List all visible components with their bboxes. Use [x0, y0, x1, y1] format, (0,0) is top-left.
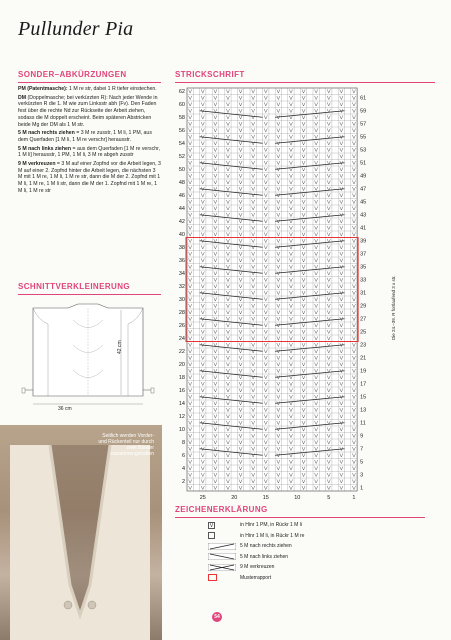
row-label-left: 36 — [178, 258, 185, 265]
row-label-right: 41 — [360, 225, 367, 232]
row-label-left: 58 — [178, 115, 185, 122]
row-label-left: 32 — [178, 284, 185, 291]
row-label-left: 30 — [178, 297, 185, 304]
row-label-left: 20 — [178, 362, 185, 369]
row-label-right: 51 — [360, 160, 367, 167]
row-label-left: 46 — [178, 193, 185, 200]
v-stitch-icon: V — [209, 522, 214, 529]
col-label: 25 — [199, 495, 206, 500]
abbreviation-entry — [18, 86, 161, 93]
row-label-right: 11 — [360, 420, 366, 427]
legend-item — [208, 531, 408, 542]
abbreviation-definition: 1 M re str, dabei 1 R tiefer einstechen. — [67, 86, 157, 92]
row-label-left: 56 — [178, 128, 185, 135]
row-label-right: 21 — [360, 355, 367, 362]
row-label-left: 34 — [178, 271, 185, 278]
row-label-right: 3 — [360, 472, 364, 479]
row-label-left: 52 — [178, 154, 185, 161]
row-label-right: 61 — [360, 95, 367, 102]
abbreviation-term: 5 M nach links ziehen — [18, 145, 72, 152]
col-label: 1 — [352, 495, 356, 500]
row-label-right: 47 — [360, 186, 367, 193]
row-label-left: 4 — [181, 466, 185, 473]
row-label-right: 43 — [360, 212, 367, 219]
col-label: 5 — [327, 495, 331, 500]
row-label-left: 62 — [178, 89, 185, 96]
legend-item — [208, 562, 408, 573]
row-label-left: 16 — [178, 388, 185, 395]
legend-section — [175, 505, 425, 518]
col-label: 15 — [262, 495, 269, 500]
row-label-right: 57 — [360, 121, 367, 128]
abbreviation-entry — [18, 146, 161, 159]
row-label-right: 23 — [360, 342, 367, 349]
abbreviation-definition: (Doppelmasche; bei verkürzten R): Nach jeder Wende in verkürzten R die 1. M wie zum Linksstr abh (Fv). Den Faden fest über die rechte Nd zur Rückseite der Arbeit ziehen, sodass die M doppelt erscheint. Beim späteren Abstricken beide Mg der DM als 1 M str. — [18, 94, 158, 128]
row-label-left: 50 — [178, 167, 185, 174]
abbreviation-entry — [18, 130, 161, 143]
row-label-right: 45 — [360, 199, 367, 206]
row-label-left: 14 — [178, 401, 185, 408]
legend-label: Musterrapport — [240, 574, 272, 581]
abbreviations-body — [18, 86, 161, 195]
abbreviation-entry — [18, 95, 161, 129]
schnitt-header: SCHNITTVERKLEINERUNG — [18, 282, 131, 291]
row-label-right: 31 — [360, 290, 367, 297]
abbreviation-term: 5 M nach rechts ziehen — [18, 130, 75, 137]
abbreviation-term: DM — [18, 94, 27, 101]
row-label-left: 18 — [178, 375, 185, 382]
abbreviation-term: 9 M verkreuzen — [18, 161, 56, 168]
legend-label: 5 M nach rechts ziehen — [240, 543, 292, 550]
row-label-left: 6 — [181, 453, 185, 460]
col-label: 20 — [231, 495, 238, 500]
page-title: Pullunder Pia — [18, 18, 134, 40]
row-label-right: 55 — [360, 134, 367, 141]
row-label-left: 60 — [178, 102, 185, 109]
model-photo — [0, 425, 162, 640]
row-label-left: 10 — [178, 427, 185, 434]
row-label-right: 7 — [360, 446, 364, 453]
height-label: 42 cm — [117, 340, 123, 354]
knitting-chart — [175, 80, 415, 500]
row-label-right: 25 — [360, 329, 367, 336]
row-label-left: 28 — [178, 310, 185, 317]
page-number: 54 — [212, 612, 222, 622]
row-label-right: 39 — [360, 238, 367, 245]
chart-sidenote: Die 24.–39. R fortlaufend 3 x str. — [391, 275, 396, 340]
row-label-right: 1 — [360, 485, 364, 492]
cross-cable-icon — [208, 564, 236, 571]
row-label-right: 29 — [360, 303, 367, 310]
row-label-left: 42 — [178, 219, 185, 226]
row-label-left: 22 — [178, 349, 185, 356]
abbreviations-section — [18, 70, 161, 197]
vest-illustration — [10, 445, 150, 640]
photo-note: Seitlich werden Vorder- und Rückenteil nur durch zwei Bänder zusammengehalten — [98, 433, 154, 457]
legend-list — [208, 520, 408, 583]
legend-item — [208, 573, 408, 584]
row-label-right: 9 — [360, 433, 364, 440]
blank-stitch-icon — [208, 532, 215, 539]
row-label-right: 35 — [360, 264, 367, 271]
legend-header: ZEICHENERKLÄRUNG — [175, 505, 268, 514]
row-label-left: 12 — [178, 414, 185, 421]
legend-label: 9 M verkreuzen — [240, 564, 275, 571]
row-label-right: 27 — [360, 316, 367, 323]
legend-label: in Hinr 1 PM, in Rückr 1 M li — [240, 522, 302, 529]
right-cable-icon — [208, 543, 236, 550]
row-label-right: 15 — [360, 394, 367, 401]
legend-item — [208, 541, 408, 552]
row-label-right: 5 — [360, 459, 364, 466]
schnitt-diagram — [18, 300, 161, 415]
rapport-icon — [208, 574, 217, 581]
row-label-left: 8 — [181, 440, 185, 447]
row-label-left: 44 — [178, 206, 185, 213]
abbreviation-definition: = 3 M re zusstr, 1 M li, 1 PM, aus dem Querfaden [1 M li, 1 M re verschr] herausstr. — [18, 130, 152, 143]
row-label-left: 54 — [178, 141, 185, 148]
abbreviation-definition: = aus dem Querfaden [1 M re verschr, 1 M li] herausstr, 1 PM, 1 M li, 3 M re abgeh zusstr — [18, 145, 160, 159]
row-label-right: 33 — [360, 277, 367, 284]
schnitt-section — [18, 282, 161, 295]
row-label-right: 19 — [360, 368, 367, 375]
row-label-left: 38 — [178, 245, 185, 252]
legend-item — [208, 552, 408, 563]
row-label-left: 40 — [178, 232, 185, 239]
abbreviation-entry — [18, 161, 161, 195]
col-label: 10 — [294, 495, 301, 500]
row-label-right: 49 — [360, 173, 367, 180]
row-label-left: 24 — [178, 336, 185, 343]
legend-item — [208, 520, 408, 531]
abbreviations-header: SONDER–ABKÜRZUNGEN — [18, 70, 127, 79]
chart-header: STRICKSCHRIFT — [175, 70, 245, 79]
row-label-right: 17 — [360, 381, 367, 388]
row-label-right: 59 — [360, 108, 367, 115]
legend-label: 5 M nach links ziehen — [240, 553, 289, 560]
row-label-right: 53 — [360, 147, 367, 154]
legend-label: in Hinr 1 M li, in Rückr 1 M re — [240, 532, 305, 539]
width-label: 36 cm — [58, 406, 72, 412]
row-label-left: 26 — [178, 323, 185, 330]
row-label-right: 37 — [360, 251, 367, 258]
row-label-left: 48 — [178, 180, 185, 187]
row-label-left: 2 — [181, 479, 185, 486]
left-cable-icon — [208, 553, 236, 560]
abbreviation-definition: = 3 M auf einer Zopfnd vor die Arbeit legen, 3 M auf einer 2. Zopfnd hinter die Arbeit legen, die nächsten 3 M mit 1 M re, 1 M li, 1 M re str, dann die M der 2. Zopfnd mit 1 M li, 1 M re, 1 M li str, dann die M der 1. Zopfnd mit 1 M re, 1 M li, 1 M re str — [18, 161, 161, 194]
abbreviation-term: PM (Patentmasche): — [18, 86, 68, 92]
row-label-right: 13 — [360, 407, 367, 414]
